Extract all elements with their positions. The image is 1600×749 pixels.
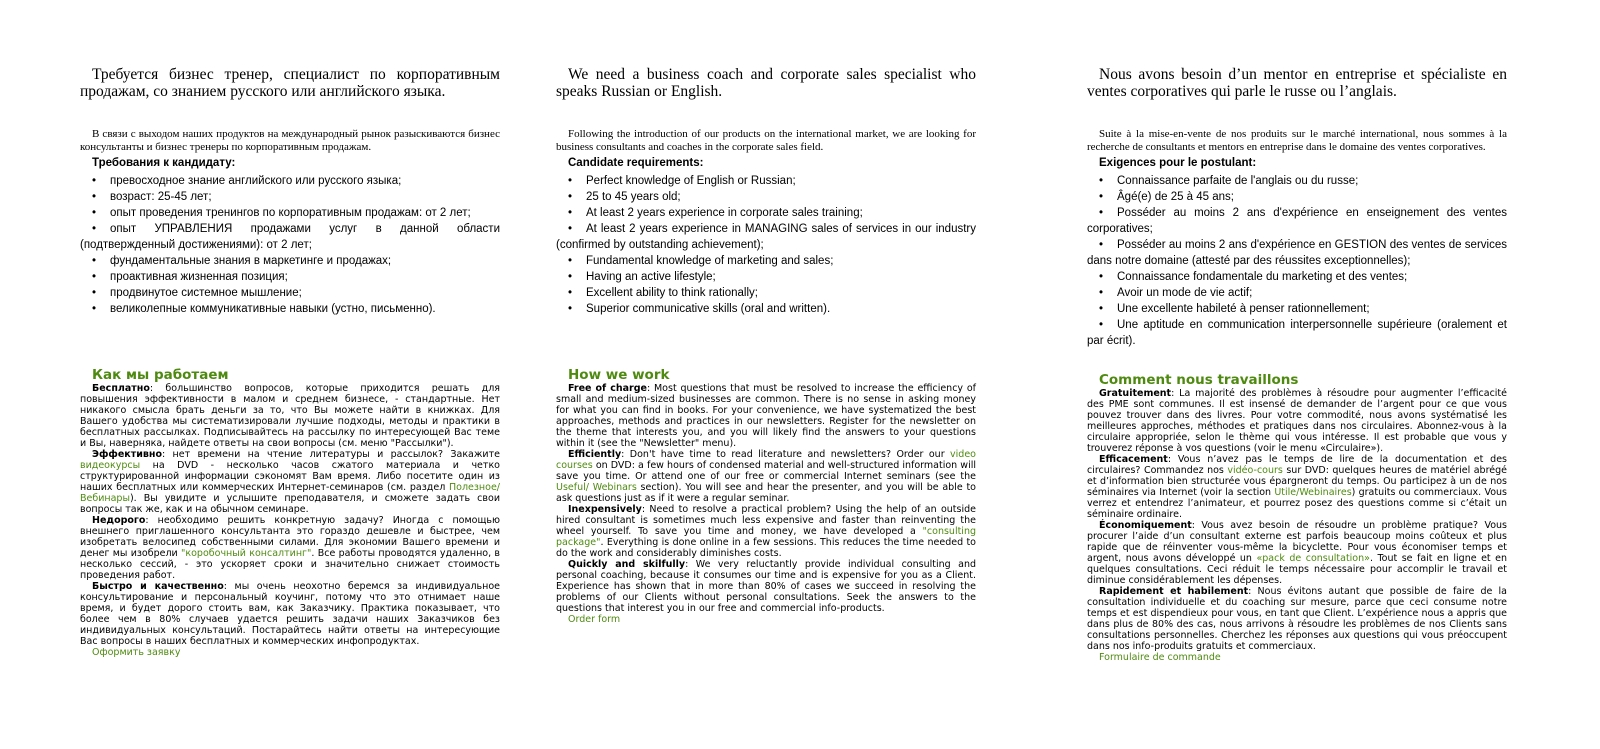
bullet-icon: • [1099,175,1104,187]
consulting-package-link[interactable]: "коробочный консалтинг" [181,548,312,559]
bullet-icon: • [568,287,573,299]
paragraph-quick: Quickly and skilfully: We very reluctantly provide individual consulting and personal coaching, because it consumes our time and is expensive for you as a Client. Experience has shown that in more than 80% of cases we succeed in resolving the problems of our Clients without personal consultations. Seek the answers to the questions that interest you in our free and commercial info-products. [556,559,977,614]
list-item: • опыт проведения тренингов по корпоративным продажам: от 2 лет; [92,207,471,219]
webinars-link[interactable]: Полезное/Вебинары [80,482,500,504]
consulting-package-link[interactable]: «pack de consultation» [1256,553,1370,564]
bullet-icon: • [1099,271,1104,283]
bullet-icon: • [568,223,573,235]
bullet-icon: • [1099,239,1104,251]
paragraph-inexpensive: Недорого: необходимо решить конкретную задачу? Иногда с помощью внешнего приглашенного консультанта это гораздо дешевле и быстрее, чем изобретать велосипед собственными силами. Для экономии Вашего времени и денег мы изобрели "коробочный консалтинг". Все работы проводятся удаленно, в несколько сессий, - это ускоряет сроки и значительно снижает стоимость проведения работ. [80,515,500,581]
list-item: • превосходное знание английского или русского языка; [92,175,402,187]
list-item: • Une aptitude en communication interpersonnelle supérieure (oralement et par écrit). [1087,319,1507,347]
paragraph-free: Gratuitement: La majorité des problèmes à résoudre pour augmenter l’efficacité des PME sont communes. Il est insensé de demander de l’argent pour ce que vous pouvez trouver dans des livres. Pour votre commodité, nous avons systématisé les meilleures approches, méthodes et pratiques dans nos circulaires. Abonnez-vous à la circulaire appropriée, selon le thème qui vous intéresse. Il est probable que vous y trouverez réponse à vos questions (voir le menu «Circulaire»). [1087,388,1507,454]
list-item: • Having an active lifestyle; [568,271,716,283]
bullet-icon: • [568,207,573,219]
bullet-icon: • [568,175,573,187]
requirements-title: Требования к кандидату: [92,157,236,169]
bullet-icon: • [568,255,573,267]
list-item: • продвинутое системное мышление; [92,287,302,299]
requirements-section [1087,155,1507,349]
job-title: Требуется бизнес тренер, специалист по корпоративным продажам, со знанием русского или английского языка. [80,66,500,100]
webinars-link[interactable]: Utile/Webinaires [1274,487,1352,498]
requirements-section [556,155,976,317]
list-item: • Excellent ability to think rationally; [568,287,758,299]
requirements-list [80,173,500,317]
paragraph-quick: Rapidement et habilement: Nous évitons autant que possible de faire de la consultation individuelle et du coaching sur mesure, parce que ceci consume notre temps et est dispendieux pour vous, en tant que Client. L’expérience nous a appris que dans plus de 80% des cas, nous arrivons à résoudre les problèmes de nos Clients sans consultations personnelles. Cherchez les réponses aux questions qui vous préoccupent dans nos info-produits gratuits et commerciaux. [1087,586,1507,652]
list-item: • Perfect knowledge of English or Russian; [568,175,796,187]
bullet-icon: • [1099,319,1104,331]
webinars-link[interactable]: Useful/ Webinars [556,482,637,493]
bullet-icon: • [92,175,97,187]
how-we-work-section [1087,373,1507,663]
bullet-icon: • [92,223,97,235]
list-item: • At least 2 years experience in MANAGING sales of services in our industry (confirmed by outstanding achievement); [556,223,976,251]
bullet-icon: • [92,303,97,315]
consulting-package-link[interactable]: "consulting package" [556,526,976,548]
order-form-link[interactable]: Оформить заявку [92,647,181,658]
requirements-title: Exigences pour le postulant: [1099,157,1257,169]
paragraph-free: Бесплатно: большинство вопросов, которые приходится решать для повышения эффективности в малом и среднем бизнесе, - стандартные. Нет никакого смысла брать деньги за то, что Вы можете найти в книжках. Для Вашего удобства мы систематизировали лучшие подходы, методы и практики в бесплатных рассылках. Подписывайтесь на рассылку по интересующей Вас теме и Вы, наверняка, найдете ответы на свои вопросы (см. меню "Рассылки"). [80,383,500,449]
requirements-section [80,155,500,317]
requirements-title: Candidate requirements: [568,157,704,169]
list-item: • Superior communicative skills (oral and written). [568,303,831,315]
job-title: We need a business coach and corporate sales specialist who speaks Russian or English. [556,66,976,100]
intro-paragraph: Suite à la mise-en-vente de nos produits sur le marché international, nous sommes à la recherche de consultants et mentors en entreprise dans le domaine des ventes corporatives. [1087,128,1507,153]
section-heading: Как мы работаем [92,367,229,383]
list-item: • возраст: 25-45 лет; [92,191,212,203]
video-courses-link[interactable]: vidéo-cours [1227,465,1283,476]
video-courses-link[interactable]: video courses [556,449,976,471]
bullet-icon: • [568,303,573,315]
how-we-work-section [80,368,500,658]
list-item: • Fundamental knowledge of marketing and sales; [568,255,834,267]
list-item: • великолепные коммуникативные навыки (устно, письменно). [92,303,436,315]
bullet-icon: • [1099,207,1104,219]
bullet-icon: • [1099,303,1104,315]
list-item: • фундаментальные знания в маркетинге и продажах; [92,255,392,267]
bullet-icon: • [1099,287,1104,299]
requirements-list [1087,173,1507,349]
paragraph-efficient: Эффективно: нет времени на чтение литературы и рассылок? Закажите видеокурсы на DVD - несколько часов сжатого материала и четко структурированной информации сэкономят Вам время. Либо посетите один из наших бесплатных или коммерческих Интернет-семинаров (см. раздел Полезное/Вебинары). Вы увидите и услышите преподавателя, и сможете задать свои вопросы так же, как и на обычном семинаре. [80,449,500,515]
video-courses-link[interactable]: видеокурсы [80,460,141,471]
bullet-icon: • [1099,191,1104,203]
paragraph-quick: Быстро и качественно: мы очень неохотно беремся за индивидуальное консультирование и персональный коучинг, потому что это отнимает наше время, и будет дорого стоить вам, как Заказчику. Практика показывает, что более чем в 80% случаев удается решить задачи наших Заказчиков без индивидуальных консультаций. Постарайтесь найти ответы на интересующие Вас вопросы в наших бесплатных и коммерческих инфопродуктах. [80,581,501,647]
bullet-icon: • [92,255,97,267]
job-title: Nous avons besoin d’un mentor en entreprise et spécialiste en ventes corporatives qui parle le russe ou l’anglais. [1087,66,1507,100]
bullet-icon: • [568,271,573,283]
paragraph-efficient: Efficiently: Don't have time to read literature and newsletters? Order our video courses on DVD: a few hours of condensed material and well-structured information will save you time. Or attend one of our free or commercial Internet seminars (see the Useful/ Webinars section). You will see and hear the presenter, and you will be able to ask questions just as if it were a regular seminar. [556,449,976,504]
list-item: • Connaissance fondamentale du marketing et des ventes; [1099,271,1408,283]
paragraph-inexpensive: Économiquement: Vous avez besoin de résoudre un problème pratique? Vous procurer l’aide d’un consultant externe est parfois beaucoup moins coûteux et plus rapide que de réinventer vous-même la bicyclette. Pour vous économiser temps et argent, nous avons développé un «pack de consultation». Tout se fait en ligne et en quelques consultations. Ceci réduit le temps nécessaire pour accomplir le travail et diminue considérablement les dépenses. [1087,520,1507,586]
list-item: • опыт УПРАВЛЕНИЯ продажами услуг в данной области (подтвержденный достижениями): от 2 лет; [80,223,500,251]
order-form-link[interactable]: Order form [568,614,621,625]
requirements-list [556,173,976,317]
intro-paragraph: В связи с выходом наших продуктов на международный рынок разыскиваются бизнес консультанты и бизнес тренеры по корпоративным продажам. [80,128,500,153]
paragraph-inexpensive: Inexpensively: Need to resolve a practical problem? Using the help of an outside hired consultant is sometimes much less expensive and faster than reinventing the wheel yourself. To save you time and money, we have developed a "consulting package". Everything is done online in a few sessions. This reduces the time needed to do the work and considerably diminishes costs. [556,504,976,559]
list-item: • Âgé(e) de 25 à 45 ans; [1099,191,1234,203]
list-item: • Posséder au moins 2 ans d'expérience en enseignement des ventes corporatives; [1087,207,1507,235]
section-heading: Comment nous travaillons [1099,372,1299,388]
how-we-work-section [556,368,976,625]
paragraph-efficient: Efficacement: Vous n’avez pas le temps de lire de la documentation et des circulaires? Commandez nos vidéo-cours sur DVD: quelques heures de matériel abrégé et d’information bien structurée vous épargneront du temps. Ou participez à un de nos séminaires via Internet (voir la section Utile/Webinaires) gratuits ou commerciaux. Vous verrez et entendrez l’animateur, et pourrez posez des questions comme si c’était un séminaire ordinaire. [1087,454,1507,520]
list-item: • Avoir un mode de vie actif; [1099,287,1253,299]
section-heading: How we work [568,367,670,383]
list-item: • Posséder au moins 2 ans d'expérience en GESTION des ventes de services dans notre domaine (attesté par des réussites exceptionnelles); [1087,239,1507,267]
list-item: • At least 2 years experience in corporate sales training; [568,207,863,219]
bullet-icon: • [92,207,97,219]
intro-paragraph: Following the introduction of our products on the international market, we are looking for business consultants and coaches in the corporate sales field. [556,128,976,153]
bullet-icon: • [568,191,573,203]
list-item: • 25 to 45 years old; [568,191,681,203]
list-item: • Connaissance parfaite de l'anglais ou du russe; [1099,175,1359,187]
bullet-icon: • [92,287,97,299]
list-item: • Une excellente habileté à penser rationnellement; [1099,303,1370,315]
bullet-icon: • [92,271,97,283]
list-item: • проактивная жизненная позиция; [92,271,288,283]
paragraph-free: Free of charge: Most questions that must be resolved to increase the efficiency of small and medium-sized businesses are common. There is no sense in asking money for what you can find in books. For your convenience, we have systematized the best approaches, methods and practices in our newsletters. Register for the newsletter on the theme that interests you, and you will likely find the answers to your questions within it (see the "Newsletter" menu). [556,383,976,449]
bullet-icon: • [92,191,97,203]
order-form-link[interactable]: Formulaire de commande [1099,652,1221,663]
